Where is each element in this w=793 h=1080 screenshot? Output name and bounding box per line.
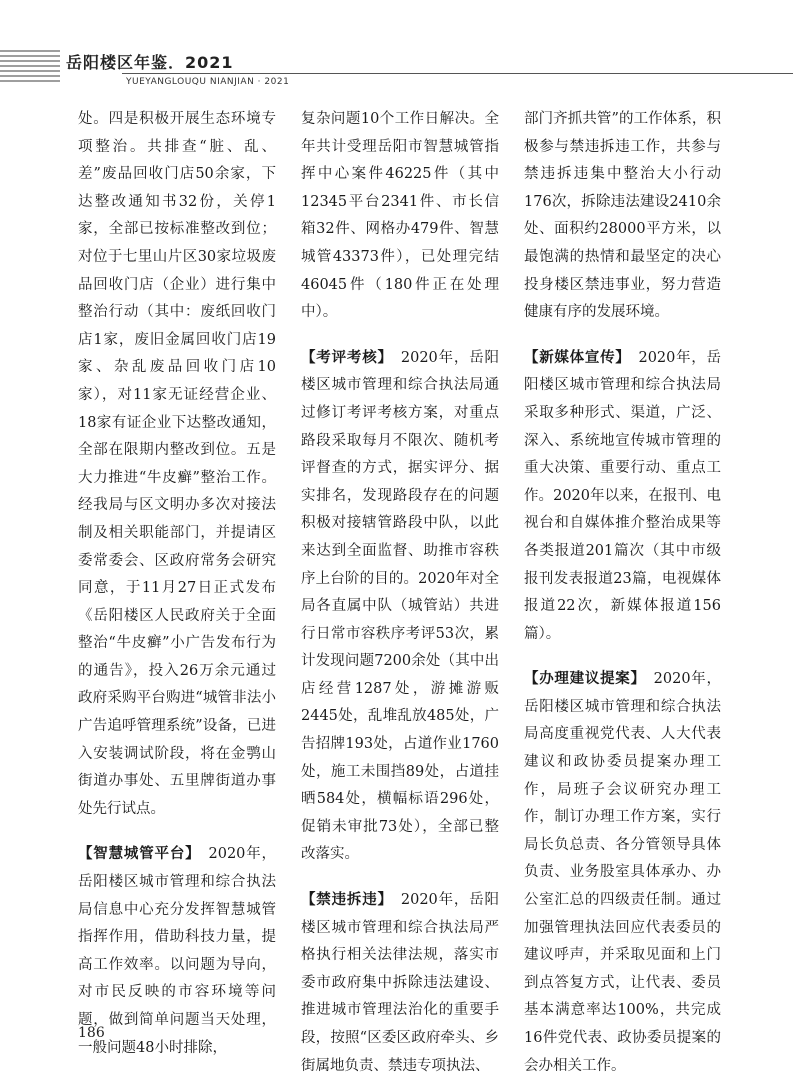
header-stripes-decoration (0, 50, 60, 86)
section-new-media (524, 345, 721, 649)
column-2 (301, 106, 499, 1080)
section-heading: 【办理建议提案】 (524, 671, 639, 688)
section-heading: 【智慧城管平台】 (78, 846, 194, 863)
section-heading: 【禁违拆违】 (301, 892, 386, 909)
column-1 (78, 106, 276, 1062)
yearbook-subtitle: YUEYANGLOUQU NIANJIAN · 2021 (126, 77, 290, 87)
page-header (0, 0, 793, 100)
section-body: 2020年，岳阳楼区城市管理和综合执法局高度重视党代表、人大代表建议和政协委员提案办理工作，局班子会议研究办理工作，制订办理工作方案，实行局长负总责、各分管领导具体负责、业务股室具体承办、办公室汇总的四级责任制。通过加强管理执法回应代表委员的建议呼声，并采取见面和上门到点答复方式，让代表、委员基本满意率达100%，共完成16件党代表、政协委员提案的会办相关工作。 (524, 671, 722, 1074)
column-3 (524, 106, 721, 1080)
section-body: 2020年，岳阳楼区城市管理和综合执法局严格执行相关法律法规，落实市委市政府集中拆除违法建设、推进城市管理法治化的重要手段，按照“区委区政府牵头、乡街属地负责、禁违专项执法、 (301, 892, 499, 1074)
section-body: 2020年，岳阳楼区城市管理和综合执法局信息中心充分发挥智慧城管指挥作用，借助科技力量，提高工作效率。以问题为导向，对市民反映的市容环境等问题，做到简单问题当天处理，一般问题48小时排除， (78, 846, 277, 1056)
paragraph: 处。四是积极开展生态环境专项整治。共排查“脏、乱、差”废品回收门店50余家，下达整改通知书32份，关停1家，全部已按标准整改到位；对位于七里山片区30家垃圾废品回收门店（企业）进行集中整治行动（其中：废纸回收门店1家，废旧金属回收门店19家、杂乱废品回收门店10家），对11家无证经营企业、18家有证企业下达整改通知，全部在限期内整改到位。五是大力推进“牛皮癣”整治工作。经我局与区文明办多次对接法制及相关职能部门，并提请区委常委会、区政府常务会研究同意，于11月27日正式发布《岳阳楼区人民政府关于全面整治“牛皮癣”小广告发布行为的通告》，投入26万余元通过政府采购平台购进“城管非法小广告追呼管理系统”设备，已进入安装调试阶段，将在金鹗山街道办事处、五里牌街道办事处先行试点。 (78, 111, 276, 817)
section-assessment (301, 345, 499, 869)
section-heading: 【考评考核】 (301, 349, 386, 366)
page-number: 186 (78, 1025, 105, 1041)
paragraph: 部门齐抓共管”的工作体系，积极参与禁违拆违工作，共参与禁违拆违集中整治大小行动176次，拆除违法建设2410余处、面积约28000平方米，以最饱满的热情和最坚定的决心投身楼区禁违事业，努力营造健康有序的发展环境。 (524, 111, 721, 321)
section-smart-city (78, 841, 276, 1062)
yearbook-title: 岳阳楼区年鉴．2021 (66, 53, 234, 72)
section-heading: 【新媒体宣传】 (524, 349, 624, 366)
paragraph: 复杂问题10个工作日解决。全年共计受理岳阳市智慧城管指挥中心案件46225件（其中12345平台2341件、市长信箱32件、网格办479件、智慧城管43373件），已处理完结46045件（180件正在处理中）。 (301, 111, 499, 321)
section-illegal-construction (301, 887, 499, 1080)
section-body: 2020年，岳阳楼区城市管理和综合执法局通过修订考评考核方案，对重点路段采取每月不限次、随机考评督查的方式，据实评分、据实排名，发现路段存在的问题积极对接辖管路段中队，以此来达到全面监督、助推市容秩序上台阶的目的。2020年对全局各直属中队（城管站）共进行日常市容秩序考评53次，累计发现问题7200余处（其中出店经营1287处，游摊游贩2445处，乱堆乱放485处，广告招牌193处，占道作业1760处，施工未围挡89处，占道挂晒584处，横幅标语296处，促销未审批73处），全部已整改落实。 (301, 349, 499, 863)
section-body: 2020年，岳阳楼区城市管理和综合执法局采取多种形式、渠道，广泛、深入、系统地宣传城市管理的重大决策、重要行动、重点工作。2020年以来，在报刊、电视台和自媒体推介整治成果等各类报道201篇次（其中市级报刊发表报道23篇，电视媒体报道22次，新媒体报道156篇）。 (524, 349, 722, 642)
section-proposals (524, 666, 721, 1080)
header-rule (122, 73, 793, 74)
